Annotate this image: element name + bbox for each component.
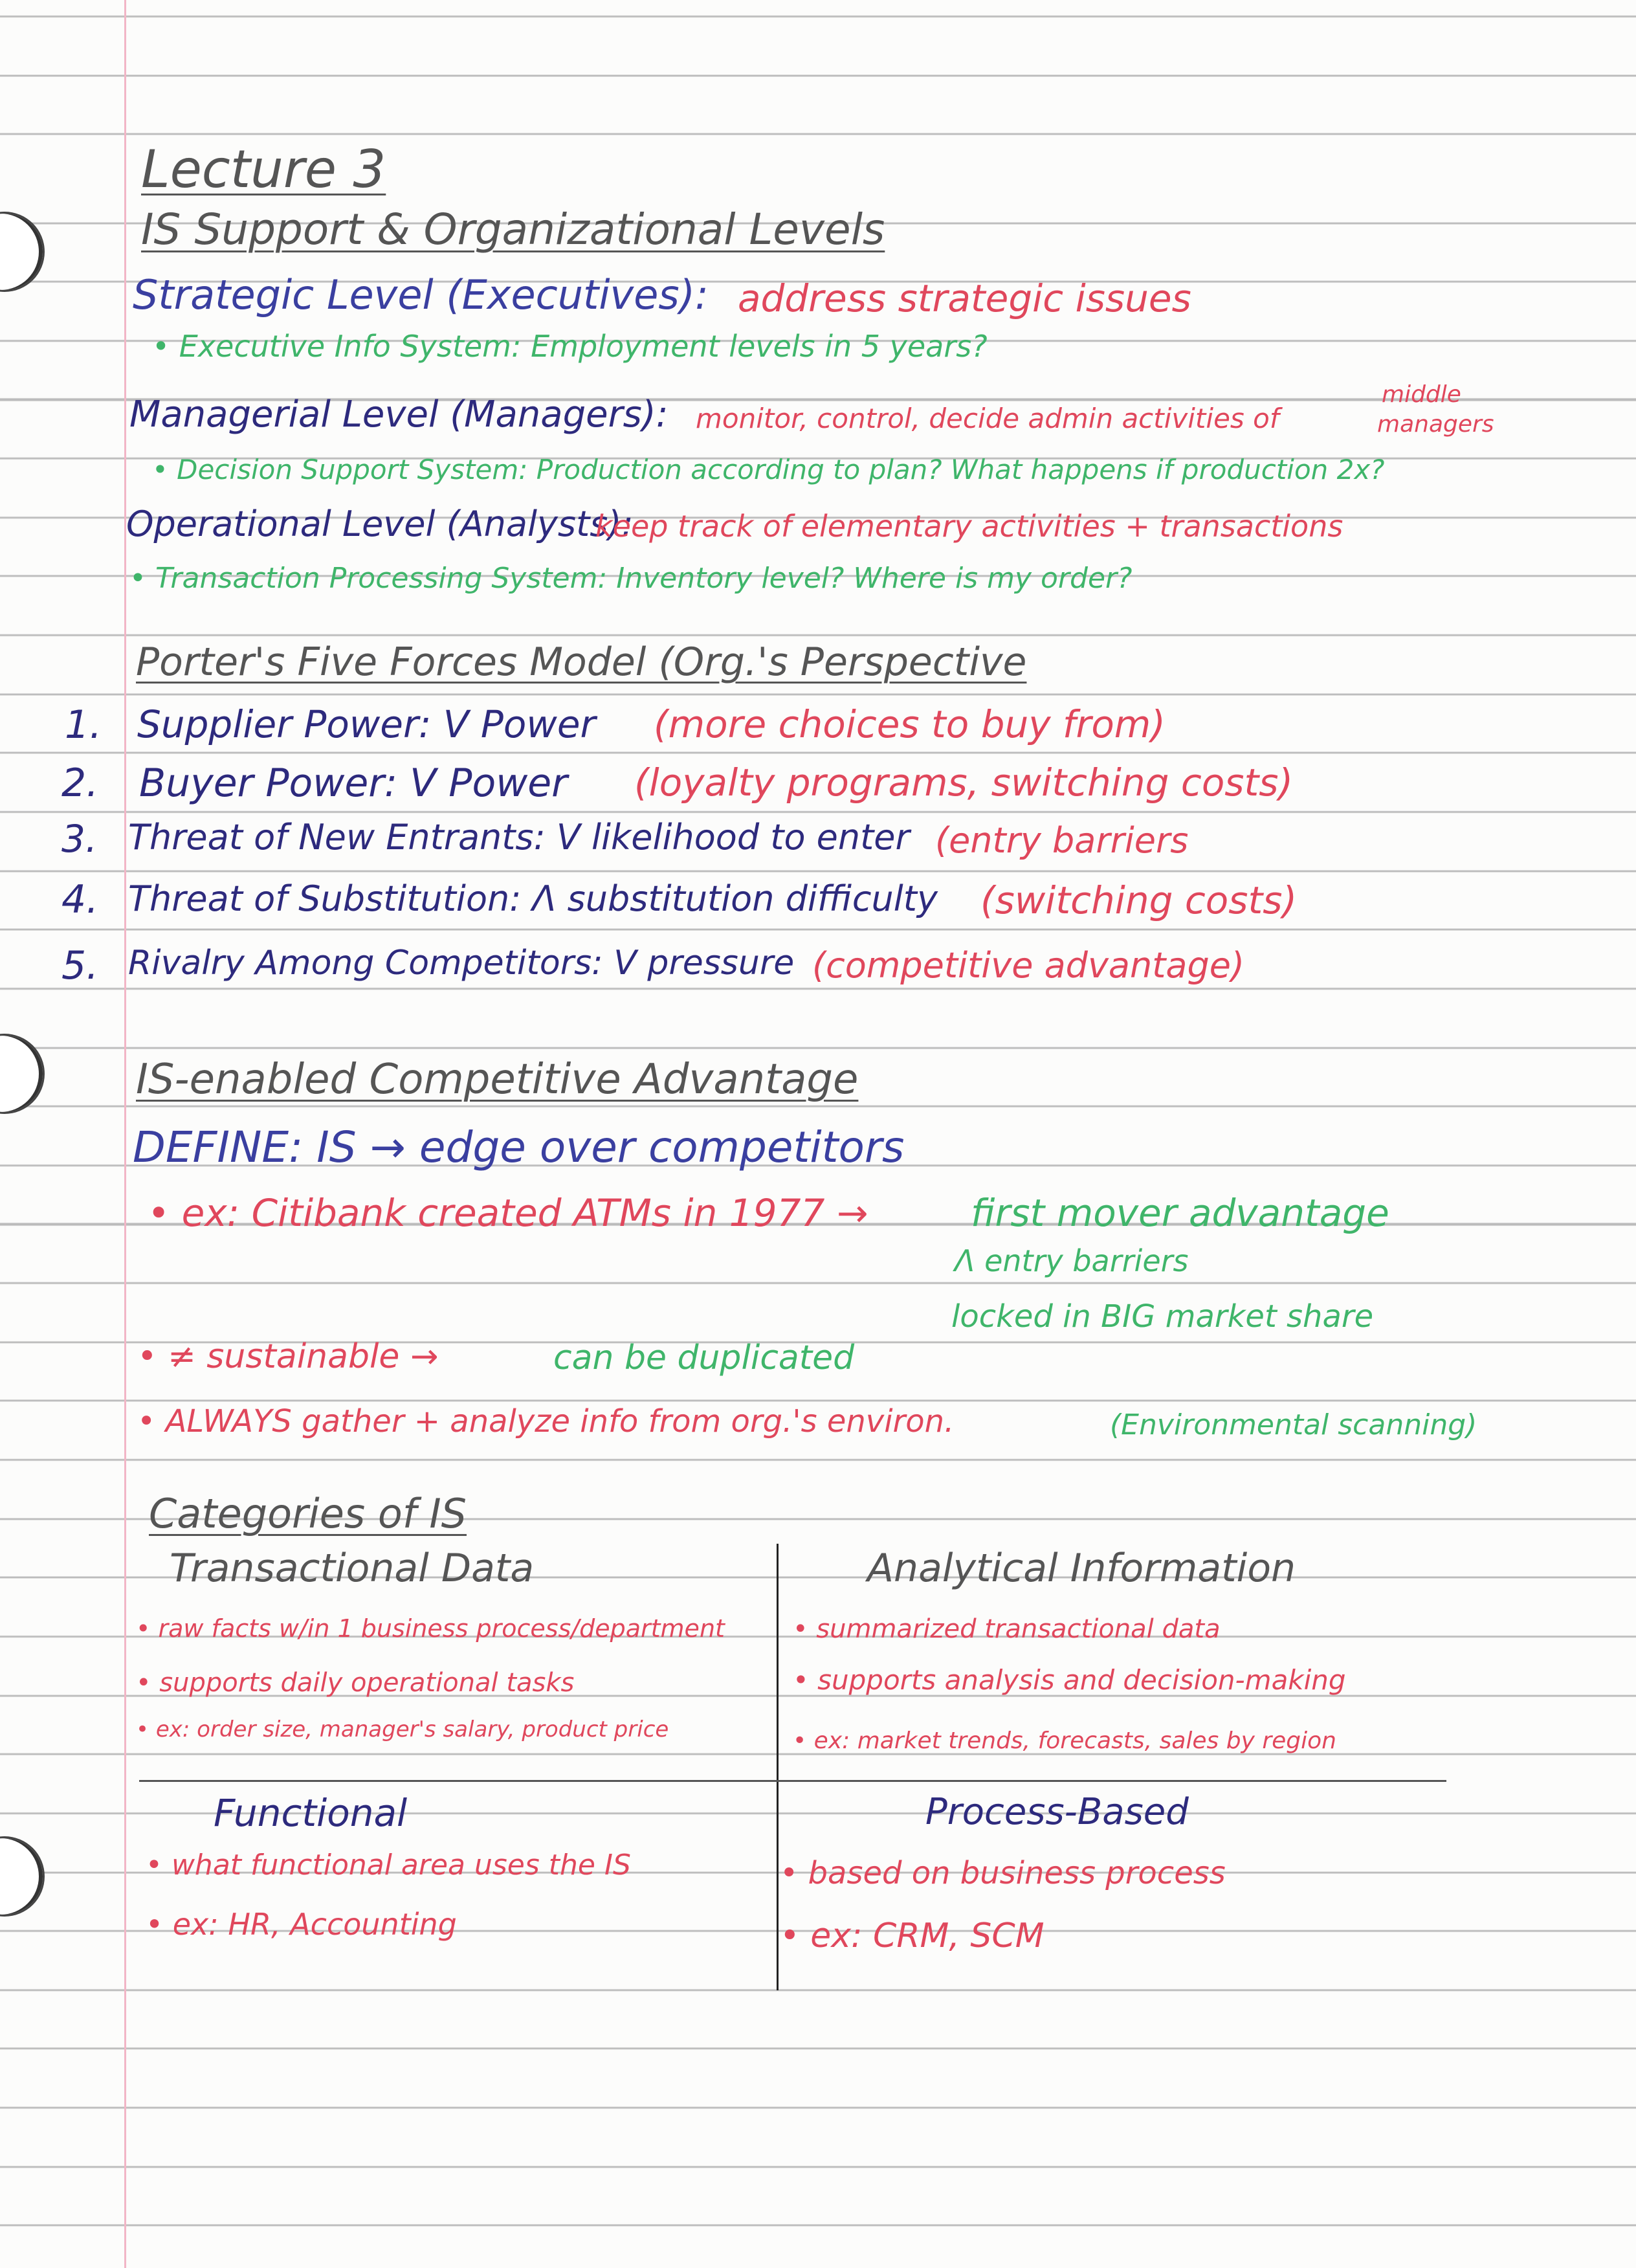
operational-example: • Transaction Processing System: Inventory level? Where is my order? xyxy=(129,562,1133,595)
force-5-note: (competitive advantage) xyxy=(812,945,1245,986)
transactional-bullet-1: • raw facts w/in 1 business process/department xyxy=(136,1614,725,1643)
margin-line xyxy=(124,0,126,2268)
operational-desc: keep track of elementary activities + transactions xyxy=(595,509,1343,544)
page-title: Lecture 3 xyxy=(141,139,386,199)
categories-horizontal-divider xyxy=(139,1780,1446,1782)
transactional-bullet-2: • supports daily operational tasks xyxy=(136,1668,575,1698)
force-1-label: Supplier Power: V Power xyxy=(137,702,596,746)
analytical-bullet-3: • ex: market trends, forecasts, sales by region xyxy=(793,1728,1336,1754)
section4-heading: Categories of IS xyxy=(149,1490,467,1537)
strategic-example: • Executive Info System: Employment levels in 5 years? xyxy=(152,329,988,364)
force-3-label: Threat of New Entrants: V likelihood to enter xyxy=(128,817,910,858)
force-3-num: 3. xyxy=(61,817,98,861)
functional-bullet-2: • ex: HR, Accounting xyxy=(146,1907,457,1942)
force-3-note: (entry barriers xyxy=(935,820,1189,861)
force-2-label: Buyer Power: V Power xyxy=(139,761,568,806)
managerial-example: • Decision Support System: Production according to plan? What happens if production 2x? xyxy=(152,454,1385,485)
environmental-scanning: (Environmental scanning) xyxy=(1110,1408,1477,1441)
functional-title: Functional xyxy=(214,1791,408,1835)
section2-heading: Porter's Five Forces Model (Org.'s Perspective xyxy=(136,639,1027,685)
force-4-label: Threat of Substitution: Λ substitution difficulty xyxy=(128,878,938,919)
binder-hole-bottom xyxy=(0,1838,43,1915)
binder-hole-top xyxy=(0,214,43,290)
managerial-note-1: middle xyxy=(1382,381,1461,408)
strategic-desc: address strategic issues xyxy=(738,276,1191,320)
always-gather-line: • ALWAYS gather + analyze info from org.'s environ. xyxy=(137,1403,955,1440)
section3-heading: IS-enabled Competitive Advantage xyxy=(136,1056,859,1104)
analytical-bullet-1: • summarized transactional data xyxy=(793,1614,1221,1644)
force-4-note: (switching costs) xyxy=(980,878,1298,922)
force-1-note: (more choices to buy from) xyxy=(654,702,1166,746)
section1-heading: IS Support & Organizational Levels xyxy=(141,205,885,254)
managerial-note-2: managers xyxy=(1377,411,1494,438)
managerial-desc: monitor, control, decide admin activities of xyxy=(696,403,1279,434)
managerial-label: Managerial Level (Managers): xyxy=(129,394,669,436)
analytical-title: Analytical Information xyxy=(867,1546,1296,1591)
process-based-title: Process-Based xyxy=(925,1791,1189,1833)
transactional-bullet-3: • ex: order size, manager's salary, product price xyxy=(136,1717,669,1742)
first-mover-advantage: first mover advantage xyxy=(971,1191,1389,1235)
citibank-example: • ex: Citibank created ATMs in 1977 → xyxy=(148,1191,868,1235)
not-sustainable: • ≠ sustainable → xyxy=(137,1337,439,1376)
operational-label: Operational Level (Analysts): xyxy=(126,504,634,544)
market-share-note: locked in BIG market share xyxy=(951,1298,1374,1335)
force-4-num: 4. xyxy=(61,877,99,922)
process-based-bullet-2: • ex: CRM, SCM xyxy=(780,1917,1045,1955)
force-1-num: 1. xyxy=(65,702,102,748)
analytical-bullet-2: • supports analysis and decision-making xyxy=(793,1664,1346,1696)
force-5-label: Rivalry Among Competitors: V pressure xyxy=(128,944,795,983)
force-5-num: 5. xyxy=(61,943,99,988)
force-2-note: (loyalty programs, switching costs) xyxy=(634,761,1294,805)
strategic-label: Strategic Level (Executives): xyxy=(133,271,709,318)
binder-hole-middle xyxy=(0,1036,43,1112)
force-2-num: 2. xyxy=(61,761,99,806)
define-line: DEFINE: IS → edge over competitors xyxy=(133,1122,905,1172)
transactional-title: Transactional Data xyxy=(170,1546,535,1591)
process-based-bullet-1: • based on business process xyxy=(780,1855,1226,1891)
can-be-duplicated: can be duplicated xyxy=(553,1339,855,1377)
categories-vertical-divider xyxy=(777,1544,779,1990)
entry-barriers-note: Λ entry barriers xyxy=(955,1243,1189,1278)
functional-bullet-1: • what functional area uses the IS xyxy=(146,1849,631,1882)
